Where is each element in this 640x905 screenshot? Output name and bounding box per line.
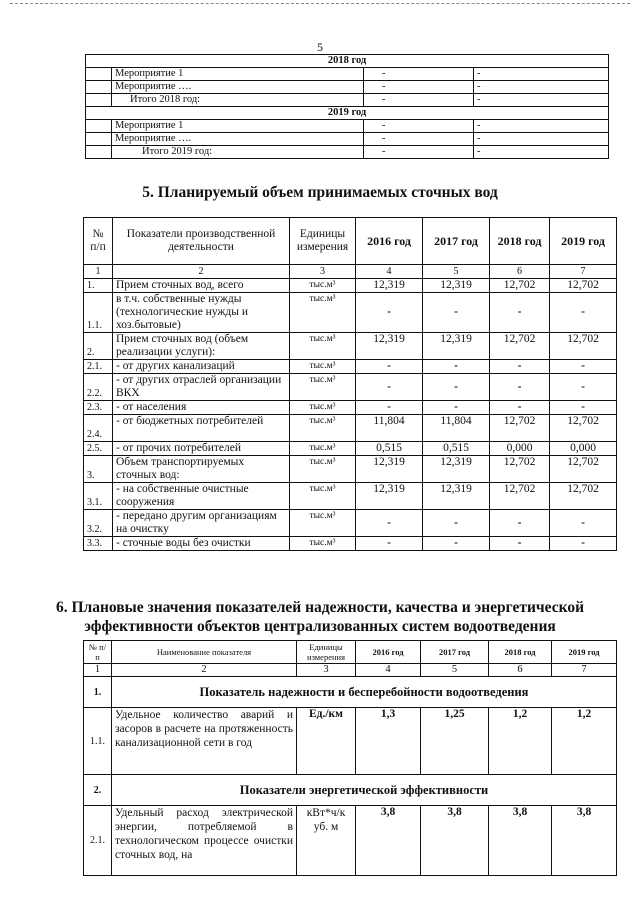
- table-row: 1. Прием сточных вод, всего тыс.м³ 12,319 12,319 12,702 12,702: [84, 279, 617, 293]
- table-row: Мероприятие 1 - -: [86, 120, 609, 133]
- page-top-border: [10, 3, 630, 4]
- table-row: Итого 2018 год: - -: [86, 94, 609, 107]
- table-row: Мероприятие 1 - -: [86, 68, 609, 81]
- table-row: Итого 2019 год: - -: [86, 146, 609, 159]
- table-row: 2.3. - от населения тыс.м³ - - - -: [84, 401, 617, 415]
- activities-table: [85, 54, 609, 159]
- table-row: 3.1. - на собственные очистные сооружения тыс.м³ 12,319 12,319 12,702 12,702: [84, 483, 617, 510]
- table-row: Мероприятие …. - -: [86, 133, 609, 146]
- table-row: 2. Прием сточных вод (объем реализации услуги): тыс.м³ 12,319 12,319 12,702 12,702: [84, 333, 617, 360]
- wastewater-volume-table: [83, 217, 617, 551]
- section-6-title: 6. Плановые значения показателей надежности, качества и энергетической эффективности объектов централизованных систем водоотведения: [55, 599, 585, 635]
- section-row-reliability: 1. Показатель надежности и бесперебойности водоотведения: [84, 677, 617, 708]
- table-row: 3.3. - сточные воды без очистки тыс.м³ - - - -: [84, 537, 617, 551]
- section-row-energy: 2. Показатели энергетической эффективности: [84, 775, 617, 806]
- section-5-title: 5. Планируемый объем принимаемых сточных вод: [142, 184, 498, 201]
- table-row: 2.1. Удельный расход электрической энергии, потребляемой в технологическом процессе очистки сточных вод, на кВт*ч/к уб. м 3,8 3,8 3,8 3,8: [84, 806, 617, 876]
- table-header: № п/п Наименование показателя Единицы измерения 2016 год 2017 год 2018 год 2019 год: [84, 641, 617, 664]
- table-row: 3.2. - передано другим организациям на очистку тыс.м³ - - - -: [84, 510, 617, 537]
- page-number: 5: [317, 40, 323, 54]
- table-row: Мероприятие …. - -: [86, 81, 609, 94]
- reliability-indicators-table: [83, 640, 617, 876]
- table-row: 3. Объем транспортируемых сточных вод: тыс.м³ 12,319 12,319 12,702 12,702: [84, 456, 617, 483]
- column-index-row: 1 2 3 4 5 6 7: [84, 664, 617, 677]
- column-index-row: 1 2 3 4 5 6 7: [84, 265, 617, 279]
- table-row: 2.4. - от бюджетных потребителей тыс.м³ 11,804 11,804 12,702 12,702: [84, 415, 617, 442]
- year-header-2019: 2019 год: [86, 107, 609, 120]
- table-row: 2.2. - от других отраслей организации ВКХ тыс.м³ - - - -: [84, 374, 617, 401]
- table-row: 2.1. - от других канализаций тыс.м³ - - - -: [84, 360, 617, 374]
- year-header-2018: 2018 год: [86, 55, 609, 68]
- table-row: 1.1. в т.ч. собственные нужды (технологические нужды и хоз.бытовые) тыс.м³ - - - -: [84, 293, 617, 333]
- table-header: № п/п Показатели производственной деятельности Единицы измерения 2016 год 2017 год 2018 год 2019 год: [84, 218, 617, 265]
- table-row: 2.5. - от прочих потребителей тыс.м³ 0,515 0,515 0,000 0,000: [84, 442, 617, 456]
- table-row: 1.1. Удельное количество аварий и засоров в расчете на протяженность канализационной сети в год Ед./км 1,3 1,25 1,2 1,2: [84, 708, 617, 775]
